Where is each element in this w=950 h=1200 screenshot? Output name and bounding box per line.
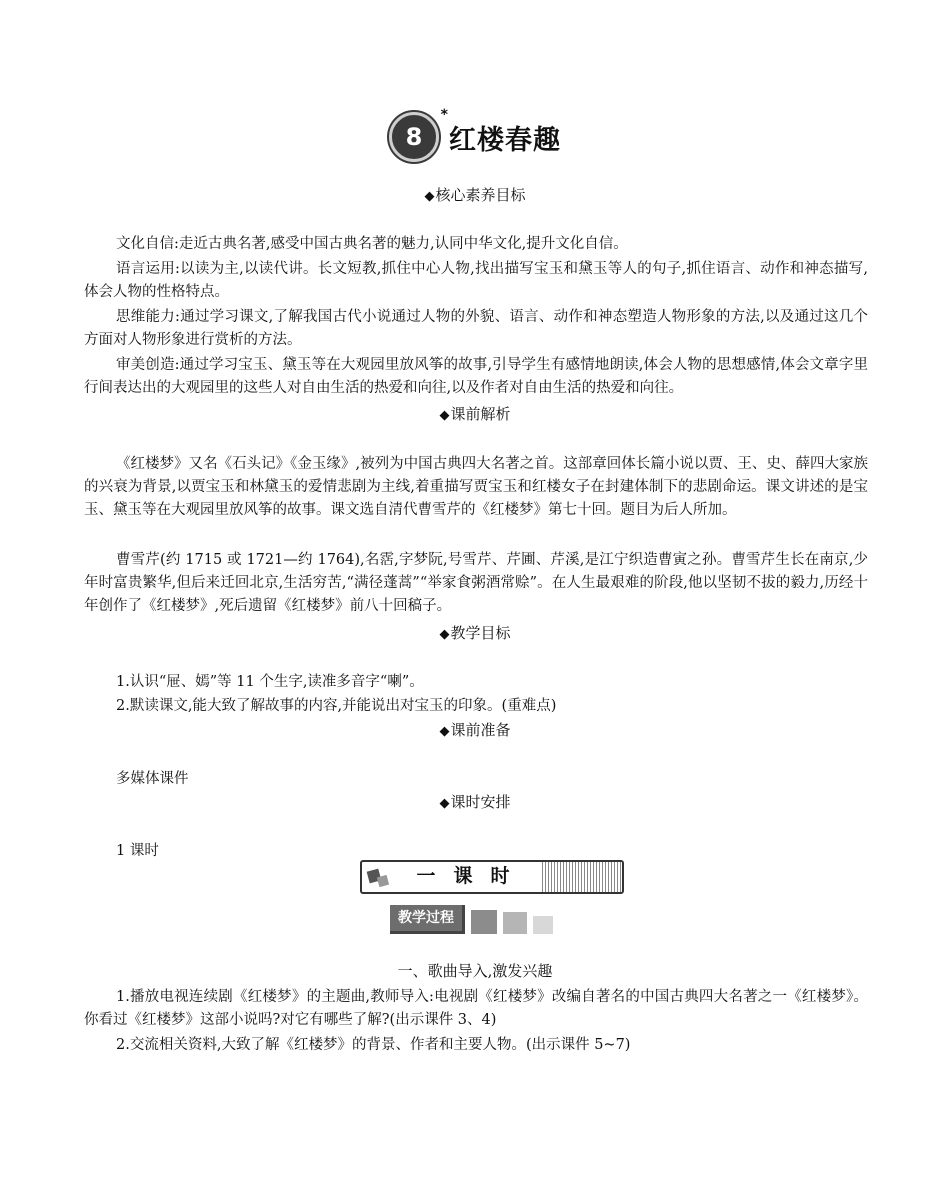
- paragraph-author-intro: 曹雪芹(约 1715 或 1721—约 1764),名霑,字梦阮,号雪芹、芹圃、芹溪,是江宁织造曹寅之孙。曹雪芹生长在南京,少年时富贵繁华,但后来迁回北京,生活穷苦,“满径蓬蒿”“举家食粥酒常赊”。在人生最艰难的阶段,他以坚韧不拔的毅力,历经十年创作了《红楼梦》,死后遗留《红楼梦》前八十回稿子。: [84, 552, 868, 614]
- teaching-process-tag: [390, 908, 553, 934]
- diamond-icon: ◆: [439, 408, 450, 423]
- lesson-period-banner: [360, 860, 624, 894]
- star-icon: *: [440, 107, 448, 123]
- step-paragraph: 2.交流相关资料,大致了解《红楼梦》的背景、作者和主要人物。(出示课件 5~7): [116, 1037, 631, 1053]
- paragraph-novel-intro: 《红楼梦》又名《石头记》《金玉缘》,被列为中国古典四大名著之首。这部章回体长篇小说以贾、王、史、薛四大家族的兴衰为背景,以贾宝玉和林黛玉的爱情悲剧为主线,着重描写贾宝玉和红楼女子在封建体制下的悲剧命运。课文讲述的是宝玉、黛玉等在大观园里放风筝的故事。课文选自清代曹雪芹的《红楼梦》第七十回。题目为后人所加。: [84, 456, 868, 518]
- section-heading-teaching-goals: ◆教学目标: [439, 624, 511, 642]
- diamond-icon: ◆: [439, 627, 450, 642]
- diamond-icon: ◆: [439, 796, 450, 811]
- step-paragraph: 1.播放电视连续剧《红楼梦》的主题曲,教师导入:电视剧《红楼梦》改编自著名的中国古典四大名著之一《红楼梦》。你看过《红楼梦》这部小说吗?对它有哪些了解?(出示课件 3、4): [84, 989, 868, 1028]
- step-heading: 一、歌曲导入,激发兴趣: [397, 962, 553, 980]
- square-icon: [471, 910, 497, 934]
- section-heading-pre-analysis: ◆课前解析: [439, 405, 511, 423]
- section-heading-schedule: ◆课时安排: [439, 793, 511, 811]
- schedule-text: 1 课时: [116, 843, 159, 859]
- preparation-text: 多媒体课件: [116, 771, 189, 787]
- paragraph-thinking: 思维能力:通过学习课文,了解我国古代小说通过人物的外貌、语言、动作和神态塑造人物形象的方法,以及通过这几个方面对人物形象进行赏析的方法。: [84, 309, 868, 348]
- stripe-decoration: [542, 862, 622, 892]
- teaching-goal-item: 1.认识“屉、嫣”等 11 个生字,读准多音字“喇”。: [116, 674, 424, 690]
- lesson-header: [0, 107, 950, 162]
- process-label: 教学过程: [390, 905, 465, 934]
- lesson-number: 8: [405, 123, 423, 151]
- teaching-goal-item: 2.默读课文,能大致了解故事的内容,并能说出对宝玉的印象。(重难点): [116, 698, 557, 714]
- paragraph-language: 语言运用:以读为主,以读代讲。长文短教,抓住中心人物,找出描写宝玉和黛玉等人的句子,抓住语言、动作和神态描写,体会人物的性格特点。: [84, 261, 868, 300]
- diamond-icon: ◆: [439, 724, 450, 739]
- lesson-title: 红楼春趣: [449, 124, 561, 156]
- section-heading-core-goals: ◆核心素养目标: [424, 186, 526, 204]
- banner-label: 一课时: [416, 865, 528, 887]
- paragraph-culture: 文化自信:走近古典名著,感受中国古典名著的魅力,认同中华文化,提升文化自信。: [116, 236, 628, 252]
- square-icon: [533, 916, 553, 934]
- section-heading-preparation: ◆课前准备: [439, 721, 511, 739]
- paragraph-aesthetic: 审美创造:通过学习宝玉、黛玉等在大观园里放风筝的故事,引导学生有感情地朗读,体会人物的思想感情,体会文章字里行间表达出的大观园里的这些人对自由生活的热爱和向往,以及作者对自由生活的热爱和向往。: [84, 357, 868, 396]
- square-icon: [503, 912, 527, 934]
- diamond-icon: ◆: [424, 189, 435, 204]
- square-icon: [377, 875, 389, 887]
- lesson-number-badge: [389, 107, 448, 162]
